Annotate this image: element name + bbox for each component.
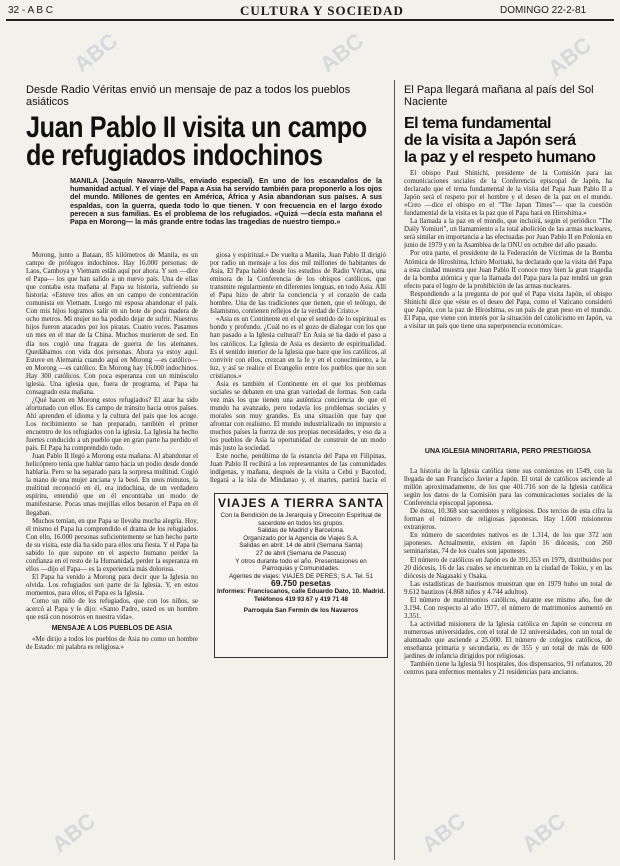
right-headline-line3: la paz y el respeto humano xyxy=(404,149,596,166)
paragraph: También tiene la Iglesia 91 hospitales, dos dispensarios, 91 orfanatos, 20 centros para enfermos mentales y 21 residencias para ancianos. xyxy=(404,661,612,677)
paragraph: Respondiendo a la pregunta de por qué el Papa visita Japón, el obispo Shinichi dice que «éste es el deseo del Papa, como el Vaticano consideró que Japón, con la paz de Hiroshima, es un país de gran peso en el mundo. El Papa, que viene con interés por la situación del catolicismo en Japón, va a visitar un país que tiene una superpotencia económica». xyxy=(404,290,612,330)
ad-line: Con la Bendición de la Jerarquía y Dirección Espiritual de xyxy=(220,512,382,519)
paragraph: El obispo Paul Shinichi, presidente de la Comisión para las comunicaciones sociales de la Conferencia episcopal de Japón, ha declarado que el tema fundamental de la visita del Papa Juan Pablo II a Japón será el respeto por el hombre y el deseo de la paz en el mundo. «Creo —dice el obispo en el "The Japan Times"— que la cuestión fundamental de la visita es la paz que el Papa hará en Hiroshima.» xyxy=(404,170,612,218)
main-headline-line2: de refugiados indochinos xyxy=(26,139,323,172)
ad-lines xyxy=(215,512,387,580)
ad-line: sacerdote en todos los grupos. xyxy=(257,519,345,527)
watermark: ABC xyxy=(517,808,571,858)
header-rule xyxy=(6,19,614,21)
main-kicker: Desde Radio Véritas envió un mensaje de paz a todos los pueblos asiáticos xyxy=(26,84,351,108)
ad-line: 27 de abril (Semana de Pascua) xyxy=(255,549,347,557)
watermark: ABC xyxy=(417,808,471,858)
column-divider xyxy=(394,80,395,860)
paragraph: ¿Qué hacen en Morong estos refugiados? El azar ha sido afortunado con ellos. Es campo de tránsito hacia otros países. Ahí aprenden el idioma y la cultura del país que los acoge. Los recibimiento se han preparado, también el primer encuentro de los refugiados con la iglesia. La Iglesia ha hecho fuertes conducido a un pueblo que en gran parte ha perdido el país. El Papa ha comprendido todo. xyxy=(26,396,198,453)
main-body-column-1 xyxy=(26,252,198,866)
paragraph: En número de sacerdotes nativos es de 1.314, de los que 372 son japoneses. Actualmente, existen en Japón 16 diócesis, con 260 seminaristas, 74 de los cuales son japoneses. xyxy=(404,532,612,556)
paragraph: Morong, junto a Bataan, 85 kilómetros de Manila, es un campo de prófugos indochinos. Hay 16.000 personas: de Laos, Camboya y Vietnam están aquí por ahora. Y son —dice el Papa— los que han salido a un nuevo país. Una de ellas que contaba esta mañana al Papa su historia, sufriendo su historia: «Estuve tres años en un campo de concentración comunista en Vietnam. Luego mi esposa abandonar el país. Con mis hijos logramos salir en un bote de poca madera de ocho metros. Mi mujer no ha podido dejar de sufrir. Nuestros hijos fueron atacados por los piratas. Cuatro veces. Pasamos un mes en el mar de la China. Muchos murieron de sed. En día nos cogió una fragata de guerra de los alemanes. Quedábamos con vida dos personas. Ahora ya estoy aquí. Estuve en Alemania cuando aquí en Morong —es católico— en Morong —es católico. En Morong hay 16.000 indochinos. Hay 300 católicos. Con poca esperanza con un minúsculo iglesia. Una iglesia que, fuera de programa, el Papa ha consagrado esta mañana. xyxy=(26,252,198,396)
paragraph: Muchos temían, en que Papa se llevaba mucha alegría. Hoy, él mismo el Papa ha comprendido el drama de los refugiados. Con ello, 16.000 personas suficientemente se han hecho parte de su visita, este día ha sido para ellos una fiesta. Y el Papa ha sabido lo que supone en el aspecto humano perder la confianza en el resto de la Humanidad, perder la esperanza en ellos —dijo el Papa— es la experiencia más dolorosa. xyxy=(26,517,198,573)
paragraph: El número de matrimonios católicos, durante ese mismo año, fue de 3.194. Con respecto al año 1977, el número de matrimonios aumentó en 3.351. xyxy=(404,596,612,620)
watermark: ABC xyxy=(315,28,369,78)
paragraph: Este noche, penúltima de la estancia del Papa en Filipinas, Juan Pablo II recibirá a los representantes de las comunidades indígenas, y mañana, después de la visita a Cebú y Bacolod, llegará a la isla de Mindanao y, el martes, partirá hacia el xyxy=(210,453,386,484)
right-body xyxy=(404,170,612,446)
ad-line: Salidas en abril: 14 de abril (Semana Santa) xyxy=(239,542,363,550)
paragraph: giosa y espiritual.» De vuelta a Manila, Juan Pablo II dirigió por radio un mensaje a los dos mil millones de habitantes de Asia. El Papa habló desde los estudios de Radio Véritas, una emisora de la Conferencia de los obispos católicos, que transmite regularmente en diferentes lenguas, en todo Asia. Allí el Papa hizo de abrir la conciencia y el corazón de cada hombre. Una de las tradiciones que tienen, que el teólogo, de Islamismo, contienen reflejos de la verdad de Cristo.» xyxy=(210,252,386,316)
paragraph: «Me dirijo a todos los pueblos de Asia no como un hombre de Estado: mi palabra es religiosa.» xyxy=(26,636,198,652)
paragraph: El número de católicos en Japón es de 391.353 en 1979, distribuidos por 20 diócesis, 16 de las cuales se encuentran en la ciudad de Tokio, y en las diócesis de Nagasaki y Osaka. xyxy=(404,556,612,580)
paragraph: Juan Pablo II llegó a Morong esta mañana. Al abandonar el helicóptero tenía que hablar tanto hacia un podio desde donde hablaría. Pero se ha separado para la sorpresa multitud. Cogió la mano de una mujer anciana y la besó. En unos minutos, la multitud reconoció en él, era indochina, de un verdadero espíritu, entendió que en él encontraba un modo de manifestarse. Pocas unas mejillas ellos besaron el Papa en él llegaban. xyxy=(26,453,198,517)
paragraph: Como un niño de los refugiados, que con los niños, se acercó al Papa y le dijo: «Santo Padre, usted es un hombre que está con nosotros en nuestra vida». xyxy=(26,598,198,622)
page-date: DOMINGO 22-2-81 xyxy=(500,5,587,16)
paragraph: Por otra parte, el presidente de la Federación de Víctimas de la Bomba Atómica de Hiroshima, Ichiro Moritaki, ha declarado que la visita del Papa a esta ciudad muestra que Juan Pablo II conoce muy bien la gran tragedia de la bomba atómica y que la llamada del Papa para la paz tendrá un gran efecto para el logro de la prohibición de las armas nucleares. xyxy=(404,250,612,290)
page-number: 32 - A B C xyxy=(8,5,54,16)
main-headline-line1: Juan Pablo II visita un campo xyxy=(26,111,367,144)
ad-line: Agentes de viajes: VIAJES DE PERES, S.A. Tel. 51 xyxy=(228,572,374,580)
paragraph: Las estadísticas de bautismos muestran que en 1979 hubo un total de 9.612 bautizos (4.868 niños y 4.744 adultos). xyxy=(404,580,612,596)
ad-title: VIAJES A TIERRA SANTA xyxy=(217,496,385,510)
paragraph: La actividad misionera de la Iglesia católica en Japón se concreta en numerosas universidades, con el total de 12 universidades, con un total de alumnado que asciende a 25.000. El número de colegios católicos, de enseñanza primaria y secundaria, es de 355 y un total de más de 600 jardines de infancia dirigidos por religiosas. xyxy=(404,620,612,661)
right-body-2 xyxy=(404,468,612,860)
paragraph: De éstos, 10.368 son sacerdotes y religiosos. Dos tercios de esta cifra la forman el número de religiosas japonesas. Hay 1.600 misioneros extranjeros. xyxy=(404,508,612,532)
main-body-column-2 xyxy=(210,252,386,484)
right-kicker: El Papa llegará mañana al país del Sol Naciente xyxy=(404,84,594,108)
watermark: ABC xyxy=(543,32,597,82)
ad-line: Y otros durante todo el año. Presentaciones en xyxy=(235,557,367,565)
section-title: CULTURA Y SOCIEDAD xyxy=(240,3,404,18)
right-headline-line2: de la visita a Japón será xyxy=(404,132,576,149)
ad-info: Informes: Franciscanos, calle Eduardo Dato, 10. Madrid. Teléfonos 419 93 67 y 419 71 48 xyxy=(217,587,385,603)
right-subheading: UNA IGLESIA MINORITARIA, PERO PRESTIGIOSA xyxy=(424,448,592,455)
ad-footer: Parroquia San Fermín de los Navarros xyxy=(243,607,359,615)
paragraph: Asia es también el Continente en el que los problemas sociales se debaten en una gran variedad de formas. Son cada vez más los que tienen una auténtica conciencia de que el mundo ha avanzado, pero todavía los problemas sociales y morales son muy grandes. Es una situación que hay que afrontar con realismo. El mundo industrializado no impuesto a muchos países la fuerza de sus propias necesidades, y eso da a los pueblos de Asia la oportunidad de construir de un modo más justo la sociedad. xyxy=(210,380,386,453)
paragraph: El Papa ha venido a Morong para decir que la Iglesia no olvida. Los refugiados son parte de la Iglesia. Y, en estos momentos, para ellos, el Papa es la Iglesia. xyxy=(26,573,198,597)
main-lead: MANILA (Joaquín Navarro-Valls, enviado especial). En uno de los escandalos de la humanidad actual. Y el viaje del Papa a Asia ha servido también para proponerlo a los ojos del mundo. Millones de gentes en América, África y Asia abandonan sus países. A sus espaldas, con la guerra, queda todo lo que tienen. Y con frecuencia en el largo éxodo perecen a sus familias. Es el problema de los refugiados. «Quizá —decía esta mañana el Papa en Morong— la más grande entre todas las tragedias de nuestro tiempo.» xyxy=(70,177,382,227)
travel-advertisement xyxy=(214,493,388,658)
paragraph: «Asia es un Continente en el que el sentido de lo espiritual es hondo y profundo. ¿Cuál no es el gozo de dialogar con los que han pasado a la Iglesia cultural? En Asia se ha dado el paso a los católicos. La Iglesia de Asia es desierto de espiritualidad. Es el sentido interior de la Iglesia que hace que los católicos, al convivir con ellos, crezcan en la fe y en el conocimiento, a la luz, y así se realice el Evangelio entre los pueblos que no son cristianos.» xyxy=(210,316,386,380)
paragraph: La llamada a la paz en el mundo, que incluirá, según el periódico "The Daily Yomiuri", un llamamiento a la total abolición de las armas nucleares, será similar en importancia a las efectuadas por Juan Pablo II en Polonia en junio de 1979 y en la Asamblea de la ONU en octubre del año pasado. xyxy=(404,218,612,250)
ad-line: Salidas de Madrid y Barcelona. xyxy=(257,527,345,535)
ad-line: Parroquias y Comunidades. xyxy=(262,565,340,573)
watermark: ABC xyxy=(47,808,101,858)
ad-line: Organizado por la Agencia de Viajes S.A. xyxy=(243,534,359,542)
watermark: ABC xyxy=(69,28,123,78)
right-headline-line1: El tema fundamental xyxy=(404,115,551,132)
subheading: MENSAJE A LOS PUEBLOS DE ASIA xyxy=(51,625,173,633)
paragraph: La historia de la Iglesia católica tiene sus comienzos en 1549, con la llegada de san Francisco Javier a Japón. El total de católicos asciende al millón aproximadamente, de los que 401.716 son de la Iglesia católica según los datos de la Comisión para las comunicaciones sociales de la Conferencia episcopal japonesa. xyxy=(404,468,612,508)
ad-price: 69.750 pesetas xyxy=(270,578,332,589)
